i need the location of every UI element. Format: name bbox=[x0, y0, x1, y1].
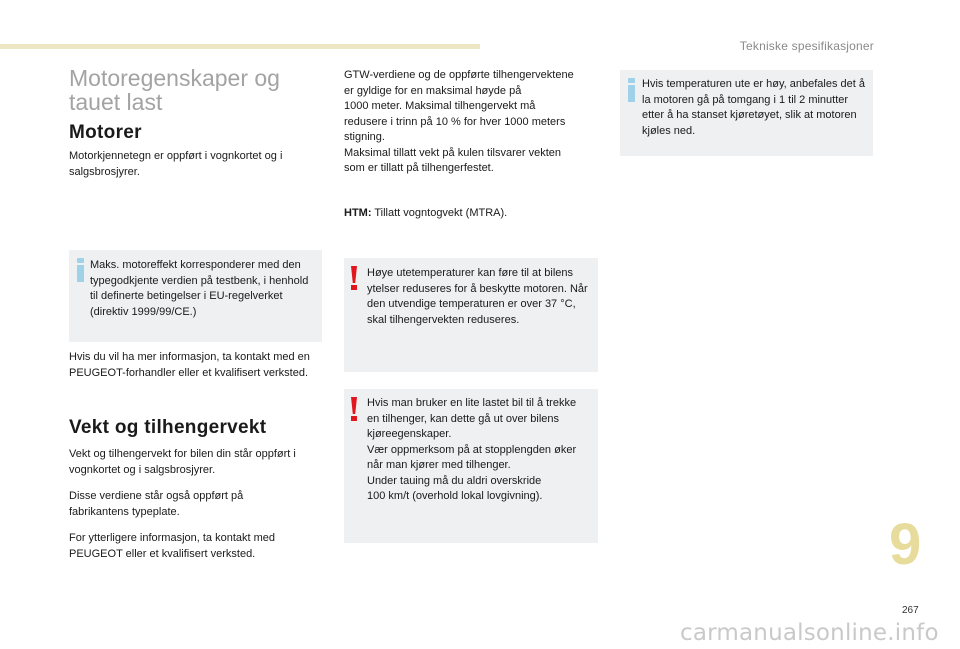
htm-definition bbox=[344, 206, 600, 222]
warning-line: 100 km/t (overhold lokal lovgivning). bbox=[367, 490, 543, 502]
chapter-number: 9 bbox=[889, 512, 922, 577]
heading-vekt: Vekt og tilhengervekt bbox=[69, 417, 267, 438]
warning-line: en tilhenger, kan dette gå ut over bilens bbox=[367, 412, 560, 425]
section-label: Tekniske spesifikasjoner bbox=[739, 39, 874, 53]
warning-box-temperature bbox=[344, 258, 598, 372]
motorer-paragraph-1: Motorkjennetegn er oppført i vognkortet og i salgsbrosjyrer. bbox=[69, 150, 283, 178]
htm-text: Tillatt vogntogvekt (MTRA). bbox=[371, 207, 508, 219]
gtw-line: er gyldige for en maksimal høyde på bbox=[344, 84, 522, 97]
page-number: 267 bbox=[902, 605, 919, 616]
gtw-line: Maksimal tillatt vekt på kulen tilsvarer vekten bbox=[344, 146, 562, 159]
gtw-line: redusere i trinn på 10 % for hver 1000 meters bbox=[344, 115, 566, 128]
motorer-paragraph-2: Hvis du vil ha mer informasjon, ta kontakt med en PEUGEOT-forhandler eller et kvalifisert verksted. bbox=[69, 351, 310, 379]
motorer-info-text: Maks. motoreffekt korresponderer med den typegodkjente verdien på testbenk, i henhold til definerte betingelser i EU-regelverket (direktiv 1999/99/CE.) bbox=[90, 259, 309, 318]
htm-label: HTM: bbox=[344, 207, 372, 219]
warning-line: når man kjører med tilhenger. bbox=[367, 459, 511, 471]
header-rule bbox=[0, 44, 480, 49]
info-box-cooldown bbox=[620, 70, 873, 156]
heading-motorer: Motorer bbox=[69, 122, 142, 143]
warning-line: Vær oppmerksom på at stopplengden øker bbox=[367, 443, 577, 456]
gtw-line: stigning. bbox=[344, 131, 385, 143]
info-text-cooldown: Hvis temperaturen ute er høy, anbefales det å la motoren gå på tomgang i 1 til 2 minutter etter å ha stanset kjøretøyet, slik at motoren kjøles ned. bbox=[642, 78, 865, 137]
warning-box-towing bbox=[344, 389, 598, 543]
gtw-paragraph bbox=[344, 68, 606, 177]
info-icon bbox=[77, 258, 84, 282]
warning-line: Hvis man bruker en lite lastet bil til å trekke bbox=[367, 397, 577, 409]
motorer-info-note bbox=[69, 250, 322, 342]
watermark: carmanualsonline.info bbox=[680, 620, 939, 646]
vekt-paragraph-1: Vekt og tilhengervekt for bilen din står oppført i vognkortet og i salgsbrosjyrer. bbox=[69, 448, 296, 476]
info-icon bbox=[628, 78, 635, 102]
gtw-line: GTW-verdiene og de oppførte tilhengervektene bbox=[344, 69, 574, 81]
gtw-line: som er tillatt på tilhengerfestet. bbox=[344, 162, 494, 174]
vekt-paragraph-3: For ytterligere informasjon, ta kontakt med PEUGEOT eller et kvalifisert verksted. bbox=[69, 532, 276, 560]
page-title: Motoregenskaper og tauet last bbox=[69, 65, 280, 115]
vekt-paragraph-2: Disse verdiene står også oppført på fabrikantens typeplate. bbox=[69, 490, 244, 518]
warning-icon bbox=[351, 266, 357, 290]
warning-icon bbox=[351, 397, 357, 421]
warning-line: Under tauing må du aldri overskride bbox=[367, 474, 542, 487]
warning-text-temperature: Høye utetemperaturer kan føre til at bilens ytelser reduseres for å beskytte motoren. Når den utvendige temperaturen er over 37 °C, skal tilhengervekten reduseres. bbox=[367, 267, 588, 326]
gtw-line: 1000 meter. Maksimal tilhengervekt må bbox=[344, 100, 536, 112]
warning-text-towing bbox=[367, 396, 597, 505]
warning-line: kjøreegenskaper. bbox=[367, 428, 452, 440]
